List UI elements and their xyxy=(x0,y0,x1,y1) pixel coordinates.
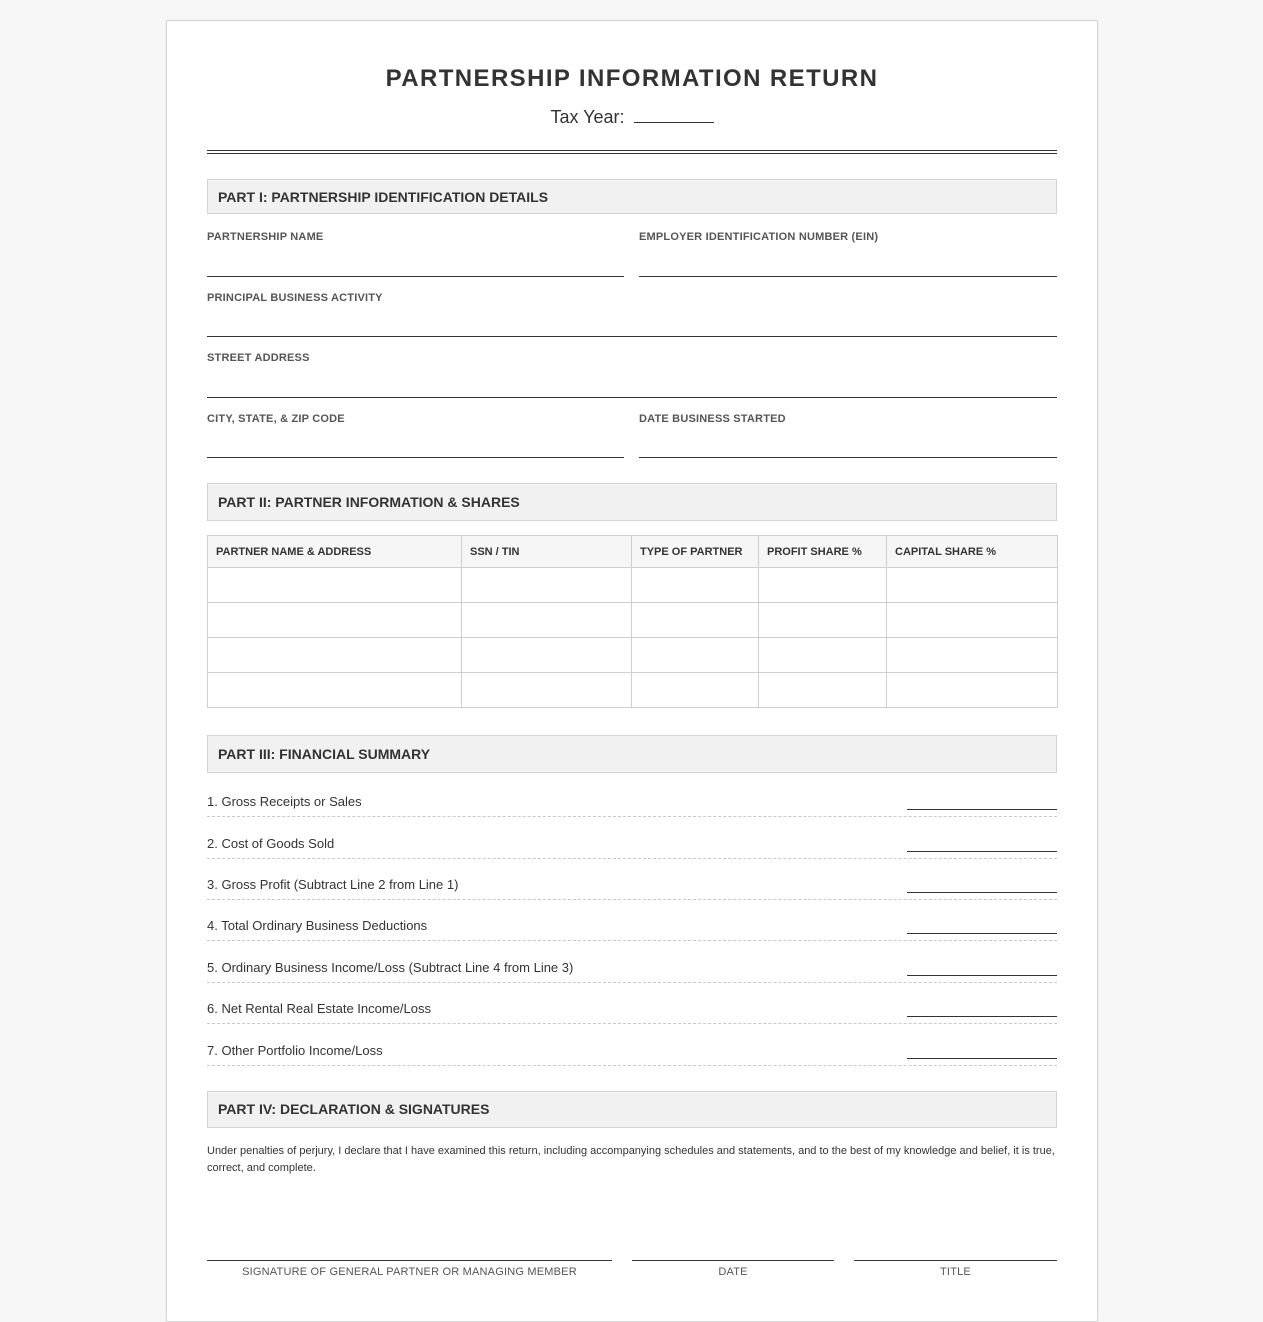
col-capital-share: CAPITAL SHARE % xyxy=(887,536,1058,568)
partnership-name-field[interactable] xyxy=(207,231,624,277)
title-field[interactable] xyxy=(854,1260,1057,1278)
capital-share-cell[interactable] xyxy=(887,638,1058,673)
partners-table xyxy=(207,535,1058,708)
table-row xyxy=(208,603,1058,638)
ein-line xyxy=(639,276,1057,277)
date-started-label: DATE BUSINESS STARTED xyxy=(639,413,786,425)
col-partner-type: TYPE OF PARTNER xyxy=(632,536,759,568)
fin-line-7-label: 7. Other Portfolio Income/Loss xyxy=(207,1043,383,1058)
date-field[interactable] xyxy=(632,1260,834,1278)
city-state-zip-label: CITY, STATE, & ZIP CODE xyxy=(207,413,345,425)
business-activity-field[interactable] xyxy=(207,292,1057,338)
street-address-label: STREET ADDRESS xyxy=(207,352,310,364)
city-state-zip-field[interactable] xyxy=(207,413,624,459)
profit-share-cell[interactable] xyxy=(759,638,887,673)
partnership-name-label: PARTNERSHIP NAME xyxy=(207,231,324,243)
ssn-tin-cell[interactable] xyxy=(462,638,632,673)
fin-line-3-amount[interactable] xyxy=(907,892,1057,893)
title-divider xyxy=(207,150,1057,154)
fin-line-4-label: 4. Total Ordinary Business Deductions xyxy=(207,918,428,933)
title-line xyxy=(854,1260,1057,1261)
table-row xyxy=(208,673,1058,708)
form-page xyxy=(166,20,1098,1322)
capital-share-cell[interactable] xyxy=(887,673,1058,708)
fin-line-4-amount[interactable] xyxy=(907,933,1057,934)
fin-line-6-amount[interactable] xyxy=(907,1016,1057,1017)
fin-line-1-amount[interactable] xyxy=(907,809,1057,810)
capital-share-cell[interactable] xyxy=(887,568,1058,603)
fin-line-1 xyxy=(207,775,1057,817)
ssn-tin-cell[interactable] xyxy=(462,568,632,603)
partner-type-cell[interactable] xyxy=(632,603,759,638)
ssn-tin-cell[interactable] xyxy=(462,673,632,708)
partner-name-cell[interactable] xyxy=(208,638,462,673)
partner-type-cell[interactable] xyxy=(632,638,759,673)
fin-line-2 xyxy=(207,817,1057,859)
partner-name-cell[interactable] xyxy=(208,603,462,638)
capital-share-cell[interactable] xyxy=(887,603,1058,638)
declaration-text: Under penalties of perjury, I declare that I have examined this return, including accompanying schedules and statements, and to the best of my knowledge and belief, it is true, correct, and complete. xyxy=(207,1145,1055,1174)
fin-line-4 xyxy=(207,899,1057,941)
part1-heading: PART I: PARTNERSHIP IDENTIFICATION DETAILS xyxy=(207,179,1057,214)
date-started-field[interactable] xyxy=(639,413,1057,459)
fin-line-7 xyxy=(207,1024,1057,1066)
business-activity-line xyxy=(207,336,1057,337)
ein-label: EMPLOYER IDENTIFICATION NUMBER (EIN) xyxy=(639,231,879,243)
partner-name-cell[interactable] xyxy=(208,673,462,708)
street-address-field[interactable] xyxy=(207,352,1057,398)
signature-line xyxy=(207,1260,612,1261)
fin-line-1-label: 1. Gross Receipts or Sales xyxy=(207,794,362,809)
partner-name-cell[interactable] xyxy=(208,568,462,603)
profit-share-cell[interactable] xyxy=(759,568,887,603)
col-partner-name: PARTNER NAME & ADDRESS xyxy=(208,536,462,568)
fin-line-5-label: 5. Ordinary Business Income/Loss (Subtract Line 4 from Line 3) xyxy=(207,960,574,975)
signature-label: SIGNATURE OF GENERAL PARTNER OR MANAGING MEMBER xyxy=(242,1266,577,1278)
street-address-line xyxy=(207,397,1057,398)
fin-line-3 xyxy=(207,858,1057,900)
business-activity-label: PRINCIPAL BUSINESS ACTIVITY xyxy=(207,292,383,304)
tax-year-field[interactable] xyxy=(634,108,714,123)
form-title: PARTNERSHIP INFORMATION RETURN xyxy=(385,65,879,92)
profit-share-cell[interactable] xyxy=(759,603,887,638)
partner-type-cell[interactable] xyxy=(632,568,759,603)
fin-line-5 xyxy=(207,941,1057,983)
date-started-line xyxy=(639,457,1057,458)
part4-heading: PART IV: DECLARATION & SIGNATURES xyxy=(207,1091,1057,1128)
col-profit-share: PROFIT SHARE % xyxy=(759,536,887,568)
date-label: DATE xyxy=(718,1266,748,1278)
fin-line-6-label: 6. Net Rental Real Estate Income/Loss xyxy=(207,1001,432,1016)
fin-line-6 xyxy=(207,982,1057,1024)
part2-heading: PART II: PARTNER INFORMATION & SHARES xyxy=(207,483,1057,521)
tax-year-label: Tax Year: xyxy=(550,107,625,127)
ein-field[interactable] xyxy=(639,231,1057,277)
col-ssn-tin: SSN / TIN xyxy=(462,536,632,568)
table-row xyxy=(208,638,1058,673)
fin-line-7-amount[interactable] xyxy=(907,1058,1057,1059)
fin-line-2-amount[interactable] xyxy=(907,851,1057,852)
fin-line-2-label: 2. Cost of Goods Sold xyxy=(207,836,335,851)
tax-year-row xyxy=(207,107,1057,128)
signature-field[interactable] xyxy=(207,1260,612,1278)
title-label: TITLE xyxy=(940,1266,971,1278)
profit-share-cell[interactable] xyxy=(759,673,887,708)
ssn-tin-cell[interactable] xyxy=(462,603,632,638)
partnership-name-line xyxy=(207,276,624,277)
part3-heading: PART III: FINANCIAL SUMMARY xyxy=(207,735,1057,773)
city-state-zip-line xyxy=(207,457,624,458)
fin-line-3-label: 3. Gross Profit (Subtract Line 2 from Line 1) xyxy=(207,877,459,892)
partners-header-row xyxy=(208,536,1058,568)
partner-type-cell[interactable] xyxy=(632,673,759,708)
fin-line-5-amount[interactable] xyxy=(907,975,1057,976)
date-line xyxy=(632,1260,834,1261)
table-row xyxy=(208,568,1058,603)
